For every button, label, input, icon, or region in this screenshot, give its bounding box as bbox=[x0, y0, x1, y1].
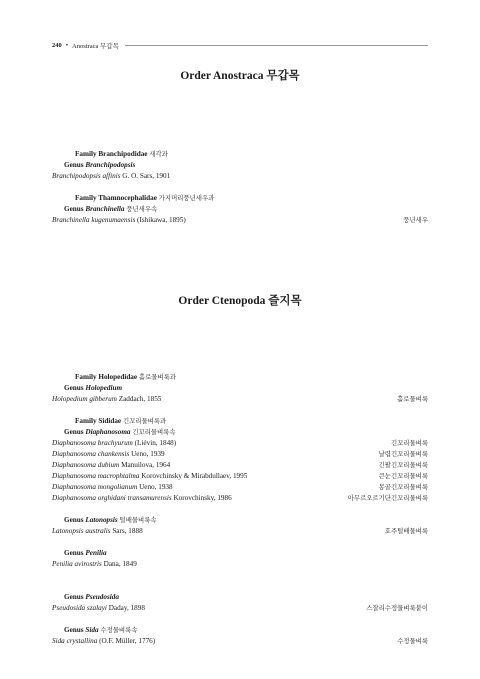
common-name: 홀로물벼룩 bbox=[397, 396, 428, 403]
species-row bbox=[52, 636, 428, 647]
species-name: Diaphanosoma chankensis bbox=[52, 450, 130, 458]
species-entry bbox=[52, 449, 165, 460]
family-korean-name: 새각과 bbox=[149, 151, 168, 158]
header-rule bbox=[125, 45, 428, 46]
species-author: Daday, 1898 bbox=[108, 604, 145, 612]
species-entry bbox=[52, 394, 161, 405]
species-entry bbox=[52, 493, 232, 504]
family-row bbox=[52, 416, 451, 427]
species-entry bbox=[52, 482, 173, 493]
species-name: Diaphanosoma brachyurum bbox=[52, 439, 133, 447]
species-author: Ueno, 1939 bbox=[131, 450, 165, 458]
genus-row bbox=[52, 592, 440, 603]
genus-prefix: Genus bbox=[64, 205, 84, 213]
genus-row bbox=[52, 160, 440, 171]
genus-korean-name: 털배물벼룩속 bbox=[119, 517, 157, 524]
genus-prefix: Genus bbox=[64, 593, 84, 601]
species-row bbox=[52, 559, 428, 570]
species-row bbox=[52, 603, 428, 614]
running-title: Anostraca 무갑목 bbox=[72, 43, 119, 50]
genus-korean-name: 풍년새우속 bbox=[126, 206, 158, 213]
species-name: Diaphanosoma macrophtalma bbox=[52, 472, 140, 480]
common-name: 날렵긴꼬리물벼룩 bbox=[378, 451, 428, 458]
genus-row bbox=[52, 625, 440, 636]
common-name: 스잘리수정물벼룩붙이 bbox=[366, 605, 428, 612]
genus-name: Pseudosida bbox=[85, 593, 119, 601]
family-name: Family Holopedidae bbox=[75, 373, 138, 381]
header-bullet: • bbox=[65, 42, 69, 49]
genus-prefix: Genus bbox=[64, 428, 84, 436]
genus-name: Diaphanosoma bbox=[85, 428, 131, 436]
species-row bbox=[52, 460, 428, 471]
species-name: Latonopsis australis bbox=[52, 527, 111, 535]
order-title: Order Ctenopoda 즐지목 bbox=[178, 295, 302, 307]
species-entry bbox=[52, 438, 176, 449]
species-author: Sars, 1888 bbox=[112, 527, 143, 535]
family-name: Family Sididae bbox=[75, 417, 122, 425]
genus-prefix: Genus bbox=[64, 516, 84, 524]
family-korean-name: 홀로물벼룩과 bbox=[138, 374, 176, 381]
common-name: 호주털배물벼룩 bbox=[384, 528, 428, 535]
species-entry bbox=[52, 526, 143, 537]
species-author: G. O. Sars, 1901 bbox=[122, 172, 171, 180]
family-row bbox=[52, 372, 451, 383]
species-name: Branchinella kugenumaensis bbox=[52, 216, 136, 224]
family-row bbox=[52, 149, 451, 160]
page-number: 240 bbox=[52, 42, 62, 49]
genus-prefix: Genus bbox=[64, 384, 84, 392]
species-name: Diaphanosoma mongolianum bbox=[52, 483, 138, 491]
species-row bbox=[52, 471, 428, 482]
genus-row bbox=[52, 204, 440, 215]
species-row bbox=[52, 493, 428, 504]
family-row bbox=[52, 193, 451, 204]
species-entry bbox=[52, 215, 186, 226]
species-author: (O.F. Müller, 1776) bbox=[99, 637, 156, 645]
species-row bbox=[52, 526, 428, 537]
genus-korean-name: 긴꼬리물벼룩속 bbox=[132, 429, 176, 436]
species-author: Dana, 1849 bbox=[103, 560, 137, 568]
species-name: Branchipodopsis affinis bbox=[52, 172, 121, 180]
species-row bbox=[52, 394, 428, 405]
species-row bbox=[52, 438, 428, 449]
common-name: 큰눈긴꼬리물벼룩 bbox=[378, 473, 428, 480]
genus-korean-name: 수정물벼룩속 bbox=[100, 627, 138, 634]
species-entry bbox=[52, 471, 247, 482]
species-author: Zaddach, 1855 bbox=[118, 395, 162, 403]
family-name: Family Branchipodidae bbox=[75, 150, 148, 158]
common-name: 긴팔긴꼬리물벼룩 bbox=[378, 462, 428, 469]
species-name: Diaphanosoma dubium bbox=[52, 461, 120, 469]
order-title: Order Anostraca 무갑목 bbox=[180, 70, 300, 82]
genus-name: Latonopsis bbox=[85, 516, 118, 524]
genus-name: Branchinella bbox=[85, 205, 125, 213]
species-row bbox=[52, 449, 428, 460]
species-row bbox=[52, 171, 428, 182]
species-author: (Ishikawa, 1895) bbox=[137, 216, 186, 224]
genus-row bbox=[52, 383, 440, 394]
genus-row bbox=[52, 548, 440, 559]
species-author: (Liévin, 1848) bbox=[134, 439, 177, 447]
genus-row bbox=[52, 427, 440, 438]
species-name: Penilia avirostris bbox=[52, 560, 102, 568]
genus-name: Sida bbox=[85, 626, 99, 634]
genus-name: Penilia bbox=[85, 549, 107, 557]
species-author: Manuilova, 1964 bbox=[121, 461, 171, 469]
common-name: 수정물벼룩 bbox=[397, 638, 428, 645]
family-name: Family Thamnocephalidae bbox=[75, 194, 157, 202]
common-name: 풍년새우 bbox=[403, 217, 428, 224]
species-name: Diaphanosoma orghidani transamurensis bbox=[52, 494, 172, 502]
species-name: Holopedium gibberum bbox=[52, 395, 117, 403]
species-entry bbox=[52, 559, 137, 570]
genus-prefix: Genus bbox=[64, 549, 84, 557]
common-name: 아무르오르기단긴꼬리물벼룩 bbox=[347, 495, 428, 502]
genus-row bbox=[52, 515, 440, 526]
species-row bbox=[52, 482, 428, 493]
species-author: Korovchinsky, 1986 bbox=[173, 494, 232, 502]
genus-name: Branchipodopsis bbox=[85, 161, 136, 169]
species-entry bbox=[52, 603, 145, 614]
common-name: 긴꼬리물벼룩 bbox=[390, 440, 428, 447]
species-entry bbox=[52, 171, 170, 182]
species-entry bbox=[52, 636, 155, 647]
running-header bbox=[52, 41, 428, 50]
family-korean-name: 긴꼬리물벼룩과 bbox=[122, 418, 167, 425]
species-name: Pseudosida szalayi bbox=[52, 604, 107, 612]
species-entry bbox=[52, 460, 170, 471]
common-name: 몽골긴꼬리물벼룩 bbox=[378, 484, 428, 491]
species-row bbox=[52, 215, 428, 226]
genus-prefix: Genus bbox=[64, 626, 84, 634]
family-korean-name: 가지머리풍년새우과 bbox=[158, 195, 215, 202]
species-author: Ueno, 1938 bbox=[139, 483, 173, 491]
genus-prefix: Genus bbox=[64, 161, 84, 169]
genus-name: Holopedium bbox=[85, 384, 123, 392]
species-author: Korovchinsky & Mirabdullaev, 1995 bbox=[141, 472, 248, 480]
species-name: Sida crystallina bbox=[52, 637, 98, 645]
